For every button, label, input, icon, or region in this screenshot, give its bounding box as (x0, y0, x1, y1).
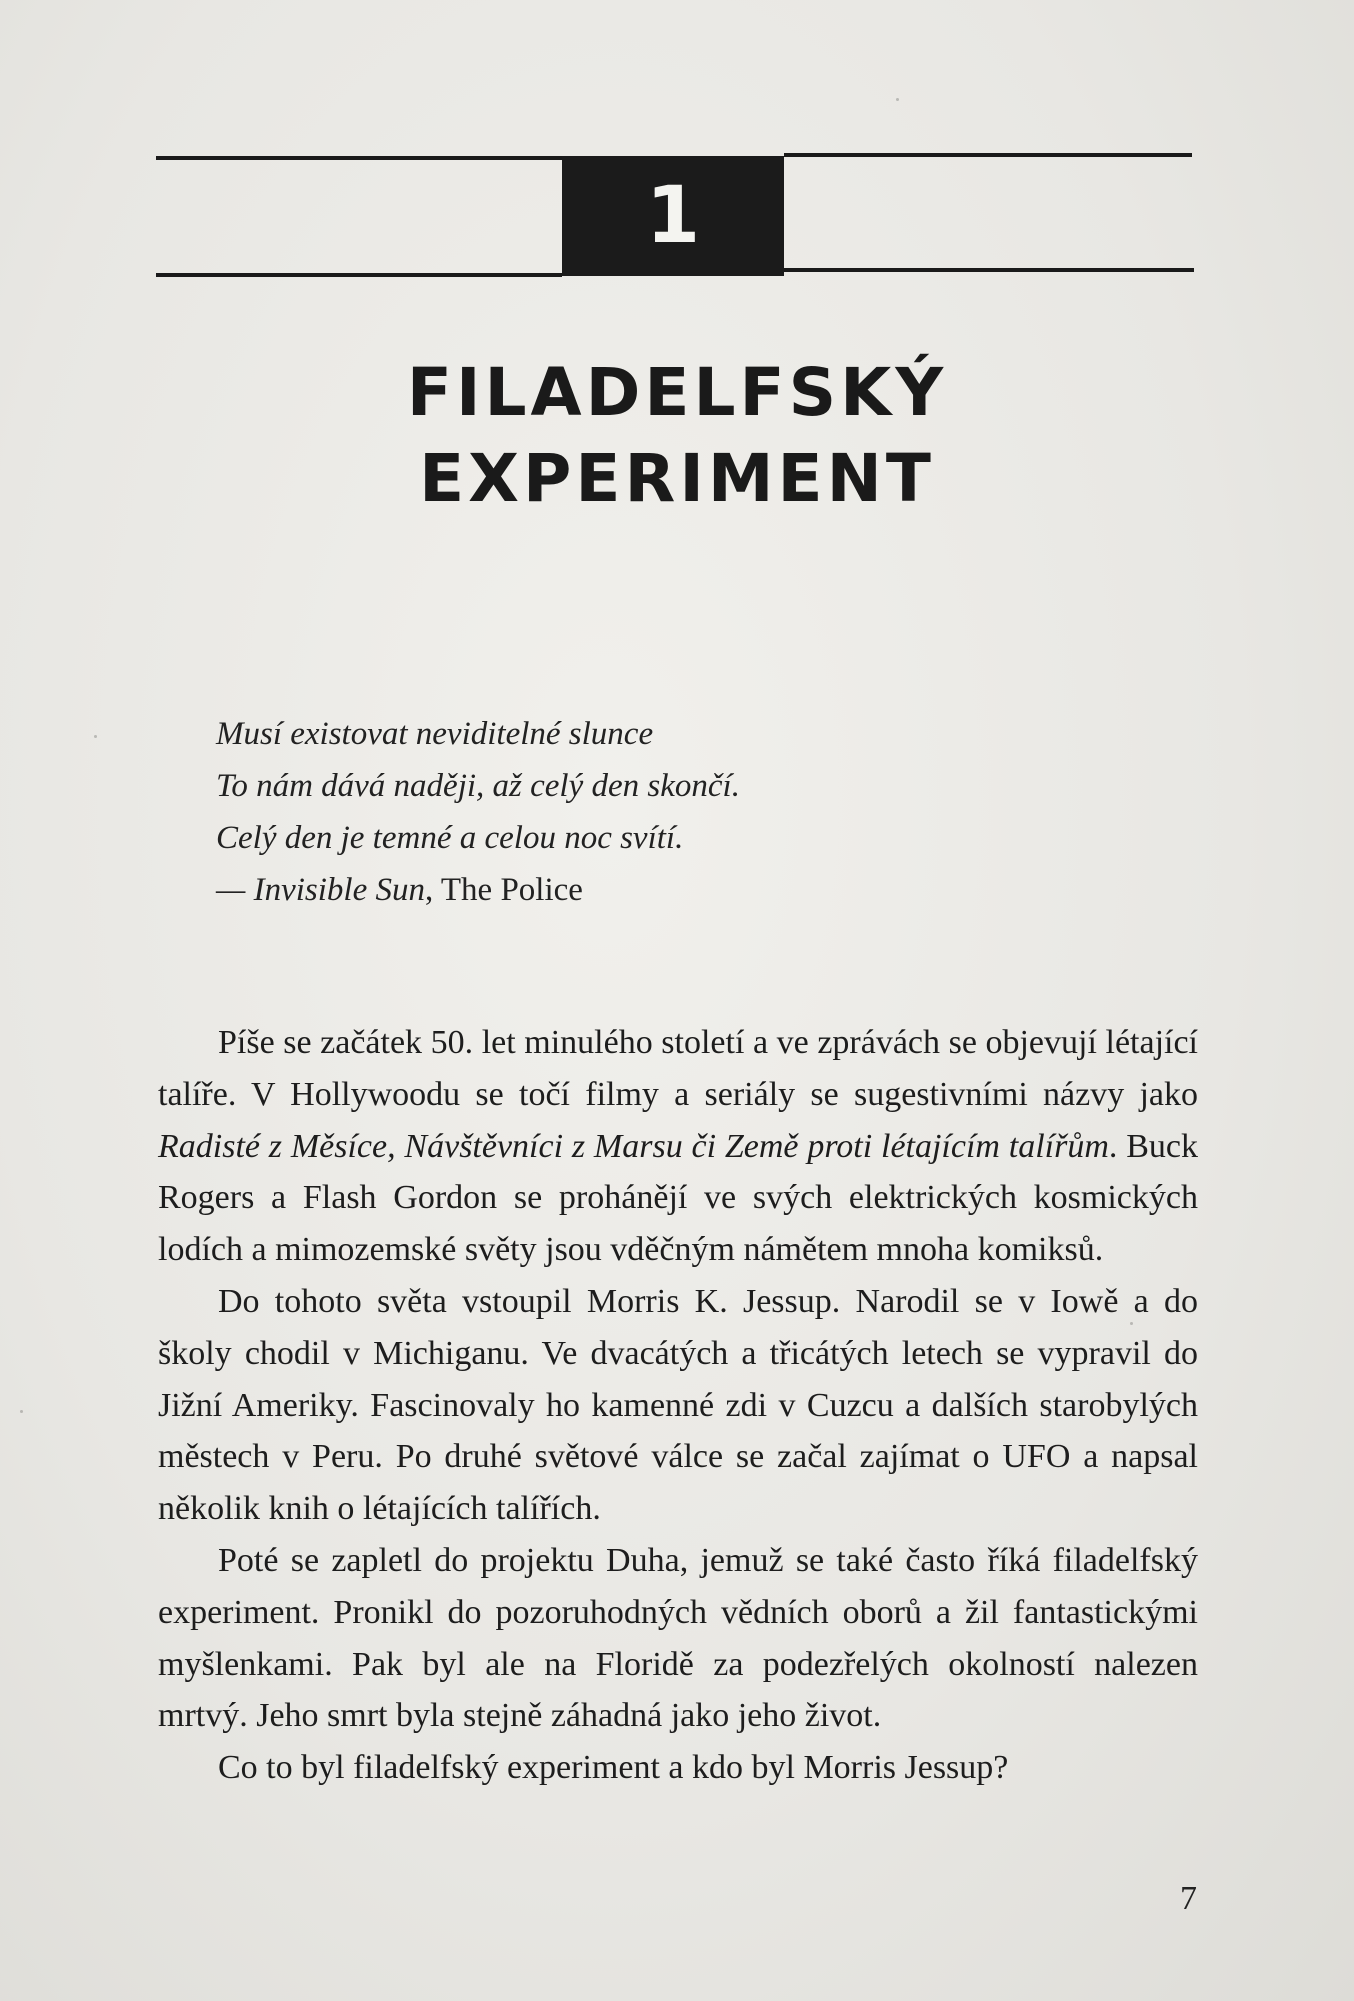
chapter-rule-top-right (784, 153, 1192, 157)
paragraph-1-text-b: . Buck Rogers a Flash Gordon se prohánějí ve svých elektrických kosmických lodích a mimozemské světy jsou vděčným námětem mnoha komiksů. (158, 1127, 1198, 1269)
paper-speck (896, 98, 899, 101)
chapter-rule-bottom-left (156, 273, 562, 277)
chapter-title (300, 350, 1054, 522)
paragraph-1-text-a: Píše se začátek 50. let minulého století a ve zprávách se objevují létající talíře. V Hollywoodu se točí filmy a seriály se sugestivními názvy jako (158, 1024, 1198, 1113)
chapter-title-line-2: EXPERIMENT (419, 440, 935, 517)
paper-speck (1130, 1322, 1133, 1325)
epigraph-attribution (216, 864, 1116, 916)
chapter-number-box (562, 156, 784, 276)
paragraph-1 (158, 1017, 1198, 1276)
attribution-dash: — (216, 872, 254, 908)
epigraph-line: To nám dává naději, až celý den skončí. (216, 768, 740, 804)
chapter-number: 1 (645, 171, 701, 261)
paragraph-4: Co to byl filadelfský experiment a kdo byl Morris Jessup? (218, 1749, 1009, 1787)
paragraph-2: Do tohoto světa vstoupil Morris K. Jessup. Narodil se v Iowě a do školy chodil v Michiganu. Ve dvacátých a třicátých letech se vypravil do Jižní Ameriky. Fascinovaly ho kamenné zdi v Cuzcu a dalších starobylých městech v Peru. Po druhé světové válce se začal zajímat o UFO a napsal několik knih o létajících talířích. (158, 1282, 1198, 1528)
attribution-separator: , (424, 872, 441, 908)
chapter-rule-top-left (156, 156, 562, 160)
page-number: 7 (1180, 1880, 1197, 1917)
chapter-rule-bottom-right (784, 268, 1194, 272)
paragraph-1-titles: Radisté z Měsíce, Návštěvníci z Marsu či Země proti létajícím talířům (158, 1127, 1109, 1165)
paragraph-3: Poté se zapletl do projektu Duha, jemuž se také často říká filadelfský experiment. Pronikl do pozoruhodných vědních oborů a žil fantastickými myšlenkami. Pak byl ale na Floridě za podezřelých okolností nalezen mrtvý. Jeho smrt byla stejně záhadná jako jeho život. (158, 1541, 1198, 1735)
epigraph-line: Musí existovat neviditelné slunce (216, 716, 654, 752)
attribution-work: Invisible Sun (253, 872, 425, 908)
attribution-band: The Police (440, 872, 583, 908)
paper-speck (94, 735, 97, 738)
epigraph-line: Celý den je temné a celou noc svítí. (216, 820, 684, 856)
chapter-title-line-1: FILADELFSKÝ (406, 354, 948, 431)
body-text (158, 1017, 1198, 1794)
paper-speck (20, 1410, 23, 1413)
epigraph (216, 708, 1116, 916)
